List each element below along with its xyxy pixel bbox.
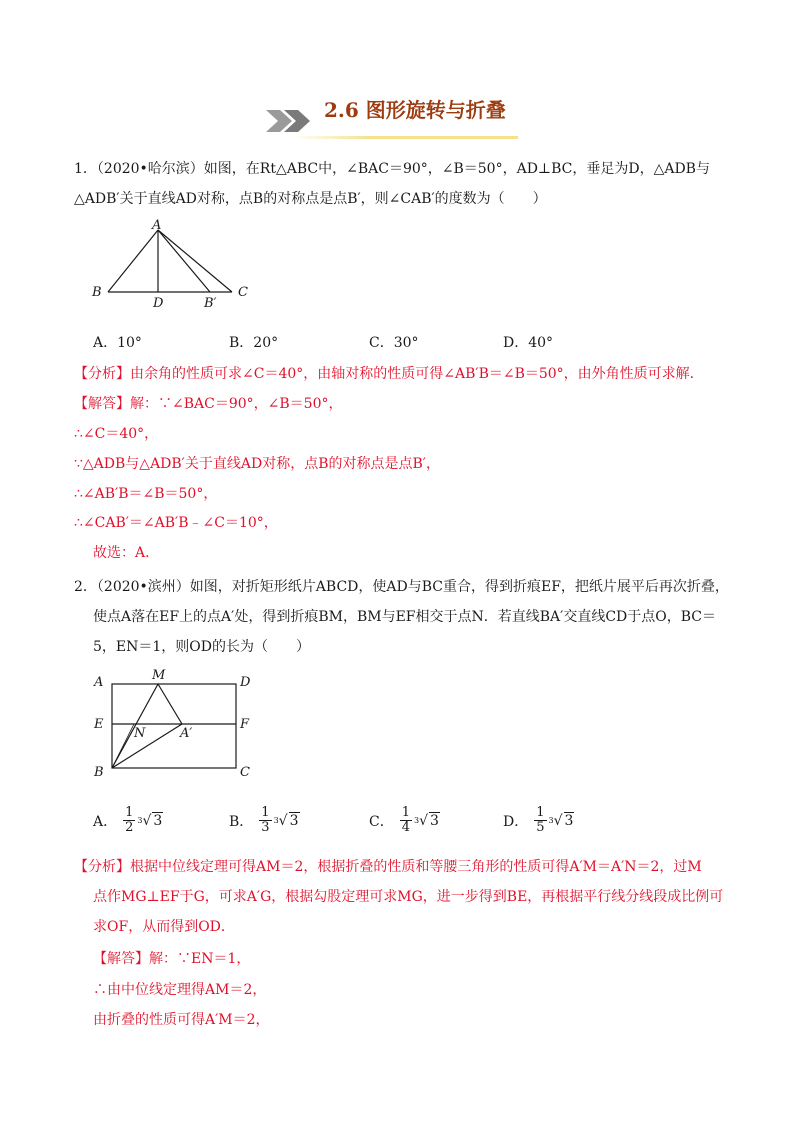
- q2-solution-line-1: 【解答】解：∵EN＝1，: [93, 951, 251, 967]
- q2-option-a-fraction: [123, 806, 135, 835]
- title-underline: [292, 136, 518, 139]
- q2-option-b: [229, 806, 300, 835]
- q1-solution-line-3: ∵△ADB与△ADB′关于直线AD对称，点B的对称点是点B′，: [74, 456, 440, 472]
- q2-label-d: D: [240, 675, 251, 690]
- q2-option-c: [369, 806, 440, 835]
- q1-label-d: D: [153, 296, 164, 310]
- q2-label-a-prime: A′: [180, 726, 193, 741]
- fraction-denominator: 3: [261, 820, 270, 835]
- fraction-denominator: 4: [401, 820, 410, 835]
- q2-option-a: [93, 806, 163, 835]
- q2-option-b-fraction: [259, 806, 271, 835]
- cube-root-icon: 3 √ 3: [137, 812, 163, 829]
- q1-label-a: A: [152, 218, 162, 233]
- q2-option-c-letter: C．: [369, 813, 394, 830]
- fraction-numerator: 1: [125, 805, 134, 820]
- q1-solution-line-2: ∴∠C＝40°，: [74, 426, 159, 442]
- radicand: 3: [564, 813, 574, 829]
- section-title: 2.6 图形旋转与折叠: [324, 98, 506, 122]
- q2-option-d-fraction: [534, 806, 546, 835]
- radicand: 3: [289, 813, 299, 829]
- fraction-numerator: 1: [261, 805, 270, 820]
- root-index: 3: [548, 816, 554, 825]
- fraction-numerator: 1: [536, 805, 545, 820]
- q1-triangle-figure: [88, 218, 258, 310]
- root-index: 3: [137, 816, 143, 825]
- q2-rectangle-figure: [88, 664, 258, 780]
- q1-label-b: B: [92, 285, 102, 300]
- q2-analysis-line-3: 求OF，从而得到OD．: [93, 919, 235, 935]
- q2-label-m: M: [152, 668, 166, 683]
- q2-label-c: C: [240, 765, 250, 780]
- cube-root-icon: 3 √ 3: [548, 812, 574, 829]
- q2-analysis-line-1: 【分析】根据中位线定理可得AM＝2，根据折叠的性质和等腰三角形的性质可得A′M＝A′N＝2，过M: [74, 859, 702, 875]
- q1-stem-line-2: △ADB′关于直线AD对称，点B的对称点是点B′，则∠CAB′的度数为（ ）: [74, 191, 547, 207]
- q2-solution-line-3: 由折叠的性质可得A′M＝2，: [93, 1012, 270, 1028]
- q1-solution-line-4: ∴∠AB′B＝∠B＝50°，: [74, 486, 218, 502]
- q2-stem-line-2: 使点A落在EF上的点A′处，得到折痕BM，BM与EF相交于点N．若直线BA′交直线CD于点O，BC＝: [93, 609, 717, 625]
- q2-option-d: [503, 806, 574, 835]
- q2-label-f: F: [240, 717, 250, 732]
- double-chevron-icon: [266, 110, 324, 132]
- q2-label-e: E: [94, 717, 104, 732]
- q2-option-b-letter: B．: [229, 813, 254, 830]
- q1-analysis: 【分析】由余角的性质可求∠C＝40°，由轴对称的性质可得∠AB′B＝∠B＝50°，由外角性质可求解．: [74, 366, 704, 382]
- q1-option-b: B．20°: [229, 335, 279, 351]
- q2-stem-line-3: 5，EN＝1，则OD的长为（ ）: [93, 639, 310, 655]
- q2-label-n: N: [134, 726, 146, 741]
- radicand: 3: [153, 813, 163, 829]
- cube-root-icon: 3 √ 3: [414, 812, 439, 829]
- q2-option-a-letter: A．: [93, 813, 118, 830]
- q1-stem-line-1: 1．（2020•哈尔滨）如图，在Rt△ABC中，∠BAC＝90°，∠B＝50°，AD⊥BC，垂足为D，△ADB与: [74, 161, 710, 177]
- fraction-denominator: 2: [125, 820, 134, 835]
- q1-option-a: A．10°: [93, 335, 142, 351]
- q1-option-d: D．40°: [503, 335, 554, 351]
- q1-solution-line-1: 【解答】解：∵∠BAC＝90°，∠B＝50°，: [74, 396, 343, 412]
- q2-option-c-fraction: [400, 806, 412, 835]
- radicand: 3: [430, 813, 439, 829]
- q2-option-d-letter: D．: [503, 813, 529, 830]
- q2-stem-line-1: 2．（2020•滨州）如图，对折矩形纸片ABCD，使AD与BC重合，得到折痕EF，把纸片展平后再次折叠，: [74, 579, 729, 595]
- root-index: 3: [273, 816, 279, 825]
- section-header: [262, 92, 522, 148]
- q1-label-b-prime: B′: [204, 296, 217, 310]
- q1-answer: 故选：A．: [93, 545, 160, 561]
- fraction-numerator: 1: [401, 805, 410, 820]
- root-index: 3: [414, 816, 420, 825]
- q1-option-c: C．30°: [369, 335, 419, 351]
- q2-solution-line-2: ∴由中位线定理得AM＝2，: [93, 982, 267, 998]
- fraction-denominator: 5: [536, 820, 545, 835]
- q2-analysis-line-2: 点作MG⊥EF于G，可求A′G，根据勾股定理可求MG，进一步得到BE，再根据平行线分线段成比例可: [93, 889, 724, 905]
- cube-root-icon: 3 √ 3: [273, 812, 299, 829]
- q2-label-b: B: [94, 765, 104, 780]
- q2-label-a: A: [94, 675, 104, 690]
- q1-label-c: C: [238, 285, 248, 300]
- q1-solution-line-5: ∴∠CAB′＝∠AB′B﹣∠C＝10°，: [74, 515, 278, 531]
